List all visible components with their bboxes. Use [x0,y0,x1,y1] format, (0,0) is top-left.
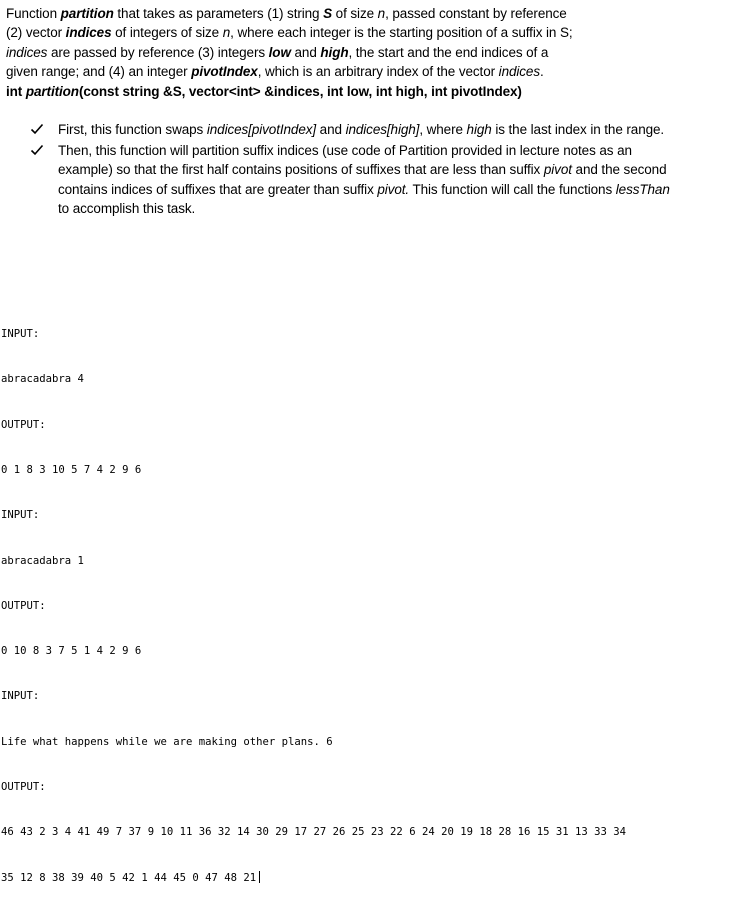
text: Function [6,6,61,21]
text: and the second contains indices of suffixes that are greater than suffix [58,162,667,197]
return-type: int [6,83,26,99]
var-n: n [377,6,386,21]
io-line: 0 1 8 3 10 5 7 4 2 9 6 [1,464,142,477]
io-line: INPUT: [1,509,40,522]
text: , which is an arbitrary index of the vector [257,64,499,80]
param-high: high [320,44,349,60]
text: to accomplish this task. [58,201,196,216]
io-line: OUTPUT: [1,418,46,431]
param-indices: indices [65,25,112,41]
description-line-4 [6,62,736,81]
text: of integers of size [111,25,223,41]
checkmark-icon [30,143,44,157]
text: and [290,44,321,60]
signature-params: (const string &S, vector<int> &indices, int low, int high, int pivotIndex) [78,83,522,99]
io-line: INPUT: [1,328,40,341]
io-line: INPUT: [1,690,40,703]
description-line-2 [6,23,736,42]
text: given range; and (4) an integer [6,64,192,80]
io-line-last [1,871,743,886]
io-text: 35 12 8 38 39 40 5 42 1 44 45 0 47 48 21 [1,871,257,884]
text: . [540,64,544,80]
io-line: abracadabra 1 [1,554,84,567]
list-item [30,120,670,140]
io-line: abracadabra 4 [1,373,84,386]
param-s: S [323,6,333,21]
io-line: OUTPUT: [1,781,46,793]
var-n: n [222,25,231,41]
signature-name: partition [25,83,79,99]
var: pivot. [377,181,410,197]
text-cursor [259,871,260,883]
var-indices: indices [6,44,48,60]
description-line-1 [6,4,736,23]
text: of size [332,6,378,21]
param-low: low [268,44,291,60]
text: First, this function swaps [58,122,207,137]
text: , where each integer is the starting position of a suffix in S; [230,25,573,41]
io-examples [1,297,743,901]
function-description [6,4,736,101]
text: (2) vector [6,25,66,41]
text: are passed by reference (3) integers [47,44,269,60]
text: is the last index in the range. [491,122,665,137]
io-line: 46 43 2 3 4 41 49 7 37 9 10 11 36 32 14 30 29 17 27 26 25 23 22 6 24 20 19 18 28 16 15 31 13 33 34 [1,826,627,839]
text: and [316,122,346,137]
var: high [466,122,492,137]
var: lessThan [615,181,670,197]
var: indices[high] [345,122,420,137]
var: pivot [543,162,572,177]
text: that takes as parameters (1) string [113,6,324,21]
function-signature [6,82,736,101]
text: This function will call the functions [409,181,616,197]
description-line-3 [6,43,736,62]
checkmark-icon [30,122,44,136]
text: , passed constant by reference [385,6,567,21]
steps-list [30,120,670,220]
param-pivotindex: pivotIndex [191,64,258,80]
var: indices[pivotIndex] [206,122,317,137]
io-line: OUTPUT: [1,599,46,612]
function-name: partition [60,6,114,21]
text: , the start and the end indices of a [348,44,549,60]
text: Then, this function will partition suffix indices (use code of Partition provided in lecture notes as an example) so that the first half contains positions of suffixes that are less than suffix [58,142,632,177]
io-line: 0 10 8 3 7 5 1 4 2 9 6 [1,645,142,658]
text: , where [419,122,467,137]
list-item [30,141,670,219]
io-line: Life what happens while we are making other plans. 6 [1,735,333,748]
var-indices: indices [498,64,540,80]
